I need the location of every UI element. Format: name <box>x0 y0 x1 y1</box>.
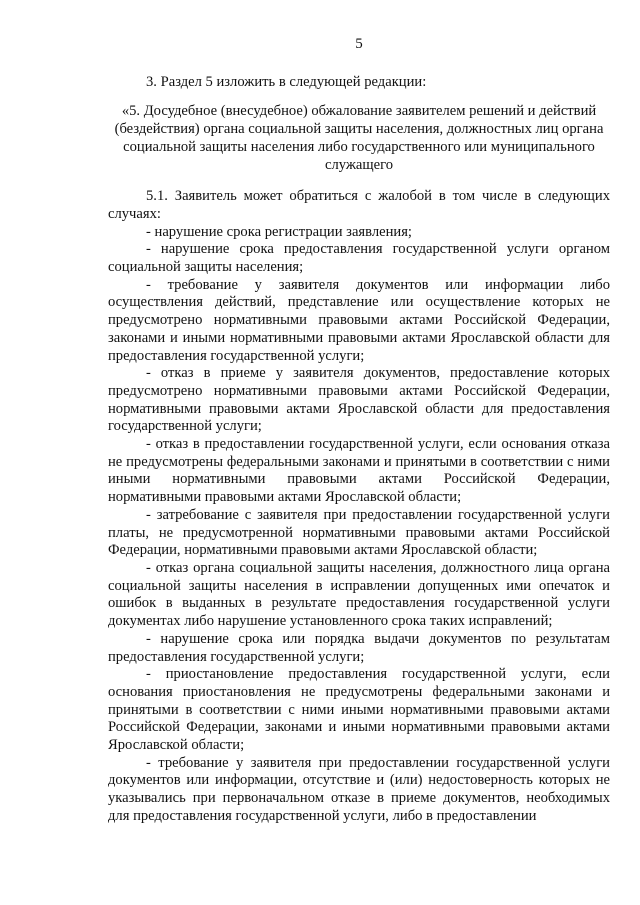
list-item: - нарушение срока или порядка выдачи документов по результатам предоставления государственной услуги; <box>108 630 610 665</box>
page-number: 5 <box>355 36 363 52</box>
list-item: - нарушение срока предоставления государственной услуги органом социальной защиты населения; <box>108 241 610 276</box>
list-item: - отказ в приеме у заявителя документов, предоставление которых предусмотрено нормативными правовыми актами Российской Федерации, нормативными правовыми актами Ярославской области для предоставления государственной услуги; <box>108 365 610 435</box>
section-heading: «5. Досудебное (внесудебное) обжалование заявителем решений и действий (бездействия) органа социальной защиты населения, должностных лиц органа социальной защиты населения либо государственного или муниципального служащего <box>114 103 604 173</box>
document-page <box>108 36 610 826</box>
list-item: - приостановление предоставления государственной услуги, если основания приостановления не предусмотрены федеральными законами и принятыми в соответствии с ними иными нормативными правовыми актами Российской Федерации, законами и иными нормативными правовыми актами Ярославской области; <box>108 666 610 754</box>
amendment-intro: 3. Раздел 5 изложить в следующей редакции: <box>146 73 427 90</box>
list-item: - отказ в предоставлении государственной услуги, если основания отказа не предусмотрены федеральными законами и принятыми в соответствии с ними иными нормативными правовыми актами Российской Федерации, нормативными правовыми актами Ярославской области; <box>108 436 610 506</box>
list-item: - требование у заявителя документов или информации либо осуществления действий, представление или осуществление которых не предусмотрено нормативными правовыми актами Российской Федерации, законами и иными нормативными правовыми актами Ярославской области для предоставления государственной услуги; <box>108 276 610 364</box>
list-item: - нарушение срока регистрации заявления; <box>146 223 412 240</box>
paragraph-complaint-cases: 5.1. Заявитель может обратиться с жалобой в том числе в следующих случаях: <box>108 188 610 222</box>
list-item: - затребование с заявителя при предоставлении государственной услуги платы, не предусмотренной нормативными правовыми актами Российской Федерации, нормативными правовыми актами Ярославской области; <box>108 506 610 559</box>
list-item: - требование у заявителя при предоставлении государственной услуги документов или информации, отсутствие и (или) недостоверность которых не указывались при первоначальном отказе в приеме документов, необходимых для предоставления государственной услуги, либо в предоставлении <box>108 754 610 824</box>
list-item: - отказ органа социальной защиты населения, должностного лица органа социальной защиты населения в исправлении допущенных ими опечаток и ошибок в выданных в результате предоставления государственной услуги документах либо нарушение установленного срока таких исправлений; <box>108 559 610 630</box>
